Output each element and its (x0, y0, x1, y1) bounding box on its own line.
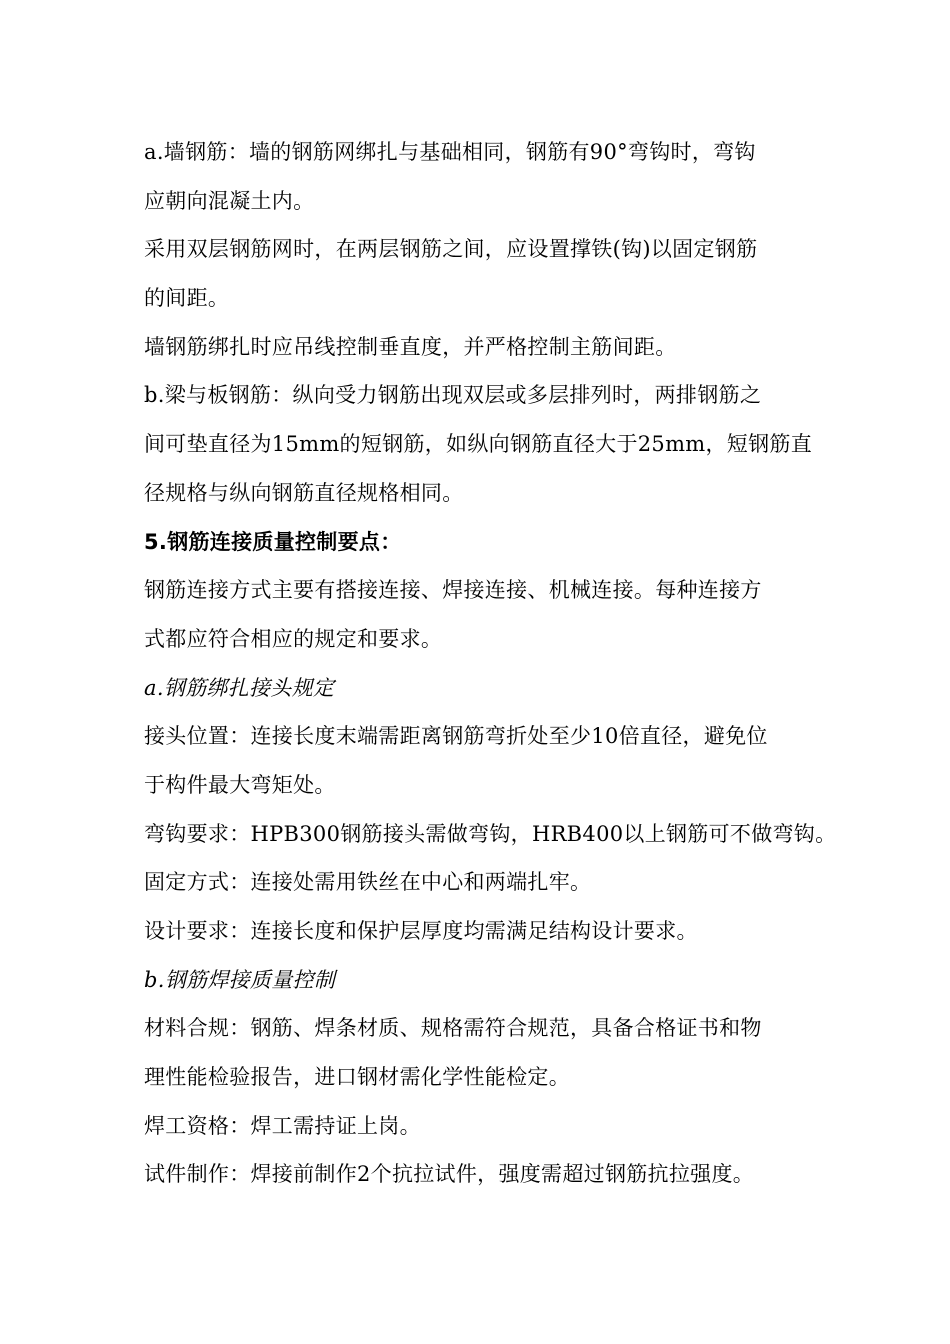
material-compliance-paragraph-line-1: 材料合规：钢筋、焊条材质、规格需符合规范，具备合格证书和物 (144, 1016, 762, 1041)
joint-position-paragraph-line-1: 接头位置：连接长度末端需距离钢筋弯折处至少10倍直径，避免位 (144, 724, 768, 749)
subheading-lap-joint-rules: a.钢筋绑扎接头规定 (144, 675, 335, 700)
design-requirement-paragraph: 设计要求：连接长度和保护层厚度均需满足结构设计要求。 (144, 919, 698, 943)
double-mesh-paragraph-line-1: 采用双层钢筋网时，在两层钢筋之间，应设置撑铁(钩)以固定钢筋 (144, 237, 758, 262)
subheading-welding-quality: b.钢筋焊接质量控制 (144, 967, 336, 992)
joint-position-paragraph-line-2: 于构件最大弯矩处。 (144, 772, 336, 797)
wall-rebar-paragraph-line-1: a.墙钢筋：墙的钢筋网绑扎与基础相同，钢筋有90°弯钩时，弯钩 (144, 140, 756, 164)
material-compliance-paragraph-line-2: 理性能检验报告，进口钢材需化学性能检定。 (144, 1065, 570, 1090)
double-mesh-paragraph-line-2: 的间距。 (144, 286, 230, 311)
welder-qualification-paragraph: 焊工资格：焊工需持证上岗。 (144, 1113, 421, 1138)
fixing-method-paragraph: 固定方式：连接处需用铁丝在中心和两端扎牢。 (144, 870, 592, 895)
beam-slab-paragraph-line-1: b.梁与板钢筋：纵向受力钢筋出现双层或多层排列时，两排钢筋之 (144, 383, 762, 408)
wall-rebar-paragraph-line-2: 应朝向混凝土内。 (144, 188, 315, 213)
beam-slab-paragraph-line-3: 径规格与纵向钢筋直径规格相同。 (144, 480, 464, 505)
wall-verticality-paragraph: 墙钢筋绑扎时应吊线控制垂直度，并严格控制主筋间距。 (144, 334, 677, 359)
test-specimen-paragraph: 试件制作：焊接前制作2个抗拉试件，强度需超过钢筋抗拉强度。 (144, 1162, 755, 1187)
connection-methods-paragraph-line-1: 钢筋连接方式主要有搭接连接、焊接连接、机械连接。每种连接方 (144, 578, 762, 603)
hook-requirement-paragraph: 弯钩要求：HPB300钢筋接头需做弯钩，HRB400以上钢筋可不做弯钩。 (144, 821, 837, 846)
section-heading-rebar-connection: 5.钢筋连接质量控制要点： (144, 529, 402, 554)
document-page (144, 128, 837, 1199)
connection-methods-paragraph-line-2: 式都应符合相应的规定和要求。 (144, 626, 443, 651)
beam-slab-paragraph-line-2: 间可垫直径为15mm的短钢筋，如纵向钢筋直径大于25mm，短钢筋直 (144, 432, 812, 457)
